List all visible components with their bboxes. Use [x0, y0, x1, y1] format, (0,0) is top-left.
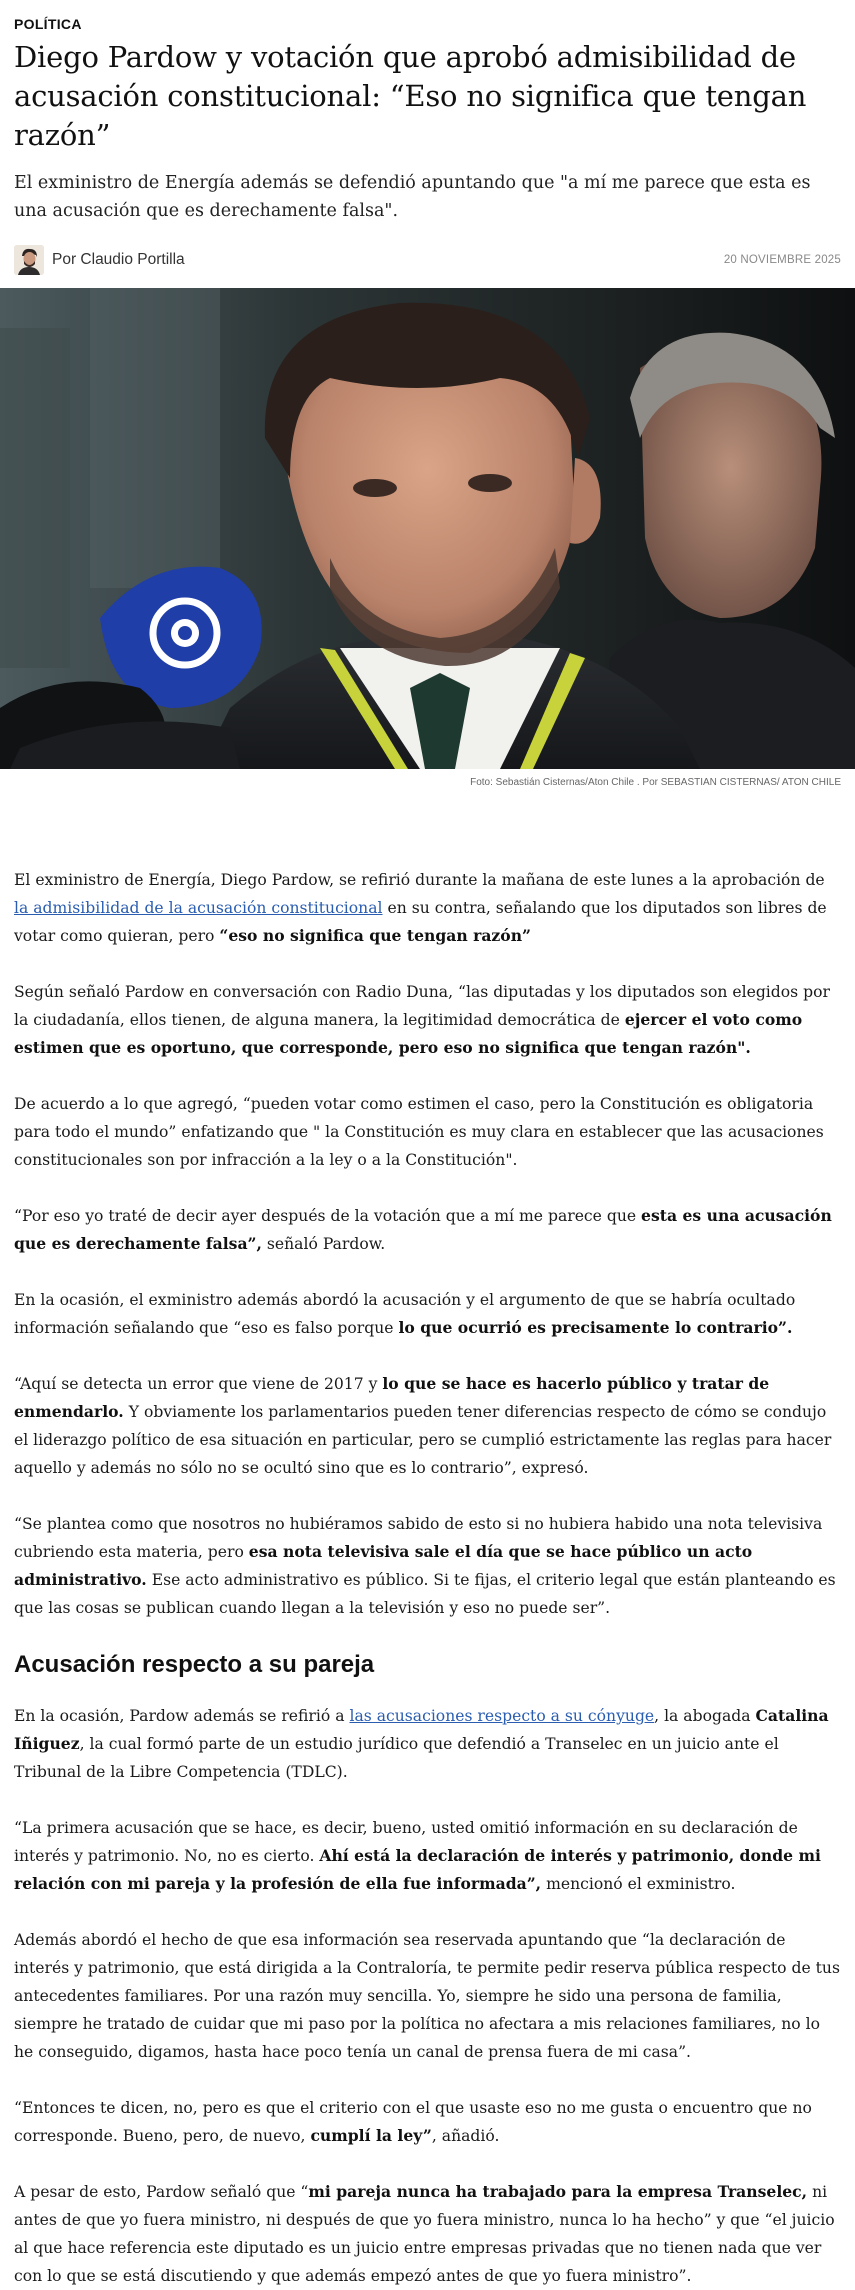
author-avatar[interactable] — [14, 245, 44, 275]
lead-paragraph: El exministro de Energía además se defendió apuntando que "a mí me parece que esta es una acusación que es derechamente falsa". — [14, 173, 811, 221]
paragraph-1: El exministro de Energía, Diego Pardow, se refirió durante la mañana de este lunes a la aprobación de la admisibilidad de la acusación constitucional en su contra, señalando que los diputados son libres de votar como quieran, pero “eso no significa que tengan razón” — [14, 871, 827, 945]
section-label[interactable]: POLÍTICA — [14, 16, 82, 32]
photo-caption: Foto: Sebastián Cisternas/Aton Chile . Por SEBASTIAN CISTERNAS/ ATON CHILE — [470, 777, 841, 788]
paragraph-2: Según señaló Pardow en conversación con Radio Duna, “las diputadas y los diputados son elegidos por la ciudadanía, ellos tienen, de alguna manera, la legitimidad democrática de ejercer el voto como estimen que es oportuno, que corresponde, pero eso no significa que tengan razón". — [14, 983, 830, 1057]
paragraph-10: Además abordó el hecho de que esa información sea reservada apuntando que “la declaración de interés y patrimonio, que está dirigida a la Contraloría, te permite pedir reserva pública respecto de tus antecedentes familiares. Por una razón muy sencilla. Yo, siempre he sido una persona de familia, siempre he tratado de cuidar que mi paso por la política no afectara a mis relaciones familiares, no lo he conseguido, digamos, hasta hace poco tenía un canal de prensa fuera de mi casa”. — [14, 1931, 840, 2061]
headline: Diego Pardow y votación que aprobó admisibilidad de acusación constitucional: “Eso no significa que tengan razón” — [14, 40, 807, 152]
paragraph-3: De acuerdo a lo que agregó, “pueden votar como estimen el caso, pero la Constitución es obligatoria para todo el mundo” enfatizando que " la Constitución es muy clara en establecer que las acusaciones constitucionales son por infracción a la ley o a la Constitución". — [14, 1095, 824, 1169]
paragraph-12: A pesar de esto, Pardow señaló que “mi pareja nunca ha trabajado para la empresa Transelec, ni antes de que yo fuera ministro, ni después de que yo fuera ministro, nunca lo ha hecho” y que “el juicio al que hace referencia este diputado es un juicio entre empresas privadas que no tienen nada que ver con lo que se está discutiendo y que además empezó antes de que yo fuera ministro”. — [14, 2182, 835, 2285]
paragraph-9: “La primera acusación que se hace, es decir, bueno, usted omitió información en su declaración de interés y patrimonio. No, no es cierto. Ahí está la declaración de interés y patrimonio, donde mi relación con mi pareja y la profesión de ella fue informada”, mencionó el exministro. — [14, 1819, 821, 1893]
conyuge-link[interactable]: las acusaciones respecto a su cónyuge — [349, 1707, 655, 1725]
author-link[interactable]: Por Claudio Portilla — [52, 251, 185, 268]
article-body — [0, 866, 855, 2290]
paragraph-5: En la ocasión, el exministro además abordó la acusación y el argumento de que se habría ocultado información señalando que “eso es falso porque lo que ocurrió es precisamente lo contrario”. — [14, 1291, 796, 1337]
paragraph-11: “Entonces te dicen, no, pero es que el criterio con el que usaste eso no me gusta o encuentro que no corresponde. Bueno, pero, de nuevo, cumplí la ley”, añadió. — [14, 2099, 812, 2145]
publish-date: 20 NOVIEMBRE 2025 — [723, 254, 841, 266]
admisibilidad-link[interactable]: la admisibilidad de la acusación constitucional — [14, 899, 383, 917]
paragraph-6: “Aquí se detecta un error que viene de 2017 y lo que se hace es hacerlo público y tratar de enmendarlo. Y obviamente los parlamentarios pueden tener diferencias respecto de cómo se condujo el liderazgo político de esa situación en particular, pero se cumplió estrictamente las reglas para hacer aquello y además no sólo no se ocultó sino que es lo contrario”, expresó. — [14, 1374, 832, 1477]
hero-photo — [0, 288, 855, 769]
subheading: Acusación respecto a su pareja — [14, 1651, 375, 1678]
paragraph-7: “Se plantea como que nosotros no hubiéramos sabido de esto si no hubiera habido una nota televisiva cubriendo esta materia, pero esa nota televisiva sale el día que se hace público un acto administrativo. Ese acto administrativo es público. Si te fijas, el criterio legal que están planteando es que las cosas se publican cuando llegan a la televisión y eso no puede ser”. — [14, 1515, 836, 1617]
paragraph-8: En la ocasión, Pardow además se refirió a las acusaciones respecto a su cónyuge, la abogada Catalina Iñiguez, la cual formó parte de un estudio jurídico que defendió a Transelec en un juicio ante el Tribunal de la Libre Competencia (TDLC). — [14, 1706, 829, 1781]
byline — [14, 243, 841, 277]
paragraph-4: “Por eso yo traté de decir ayer después de la votación que a mí me parece que esta es una acusación que es derechamente falsa”, señaló Pardow. — [14, 1206, 832, 1253]
